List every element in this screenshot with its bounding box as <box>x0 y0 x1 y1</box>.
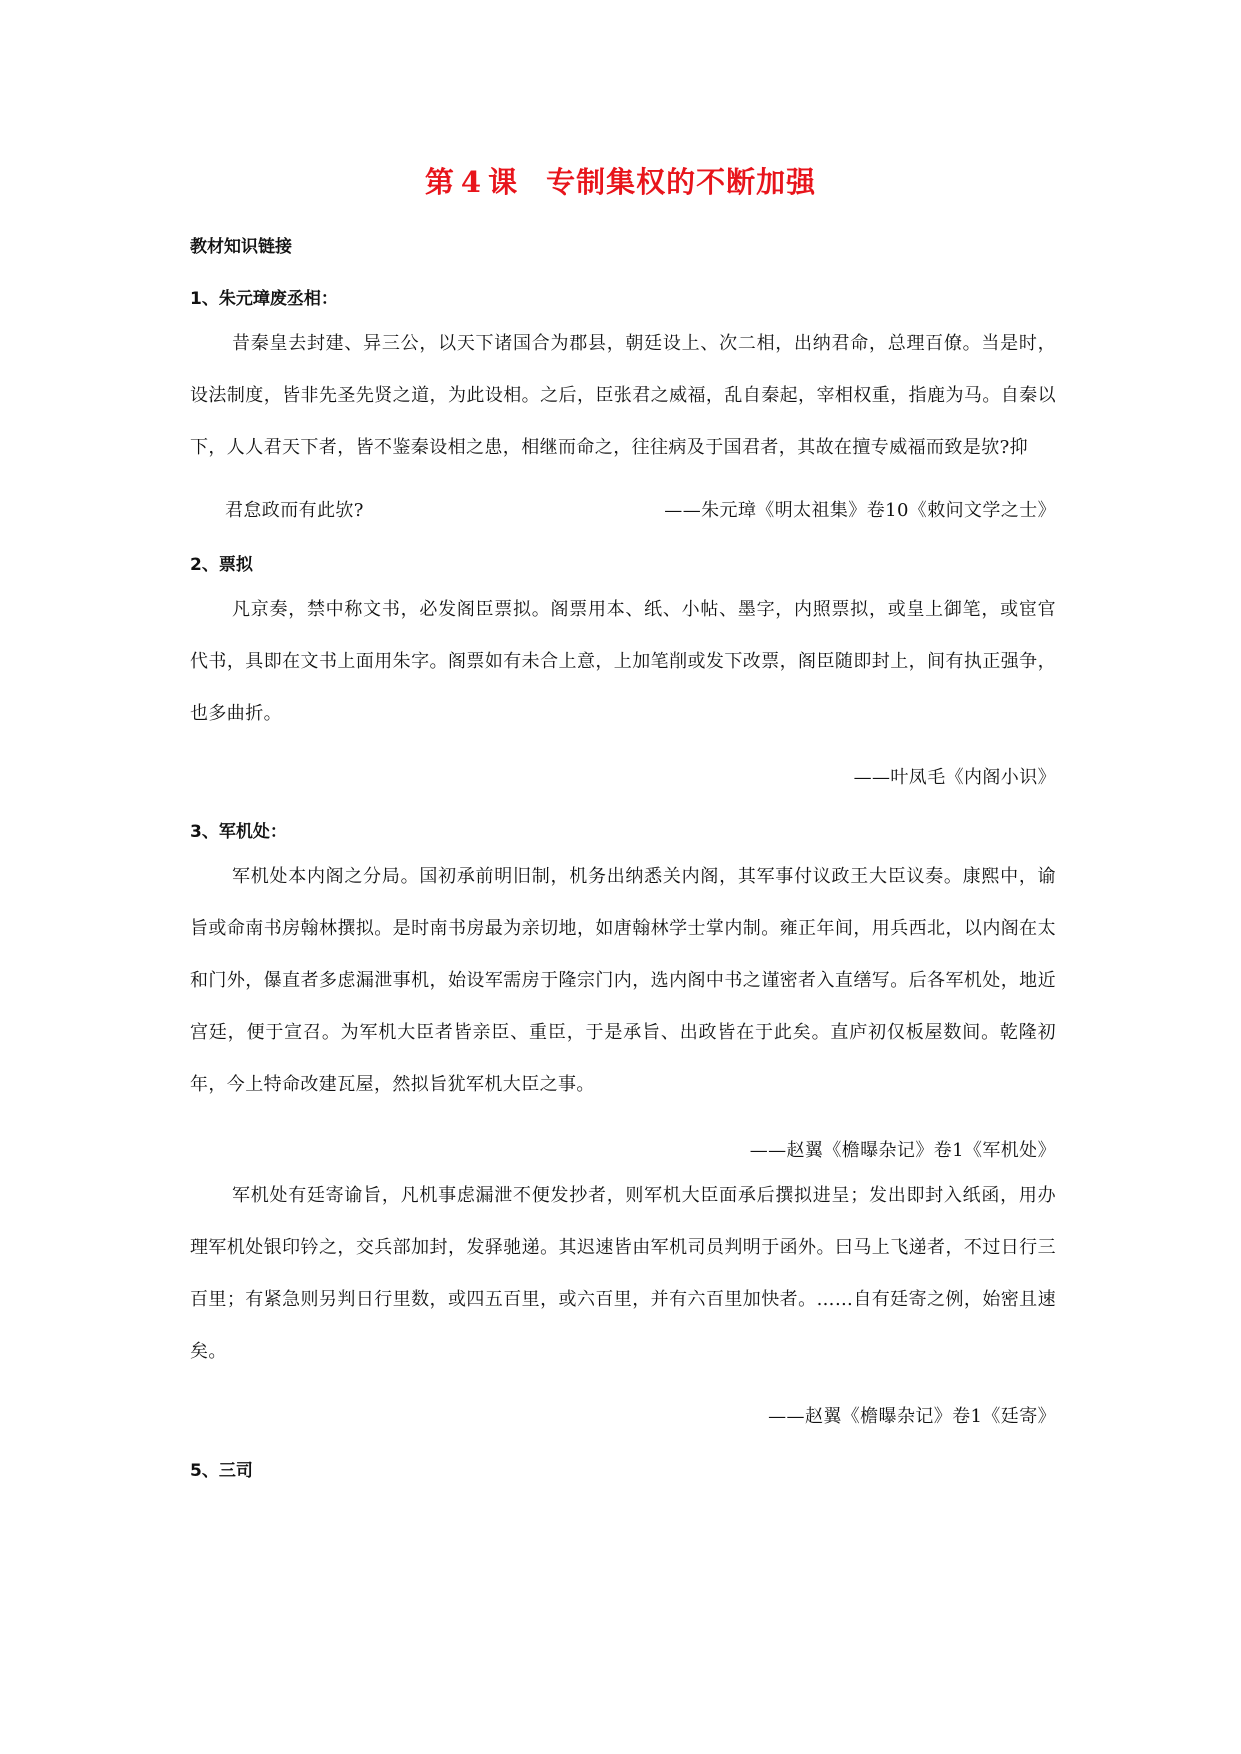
item-2-heading: 2、票拟 <box>190 555 253 575</box>
page-title <box>0 160 1241 201</box>
item-3-source-2: ——赵翼《檐曝杂记》卷1《廷寄》 <box>768 1406 1056 1427</box>
title-prefix: 第 <box>424 165 455 199</box>
title-main: 专制集权的不断加强 <box>546 165 817 199</box>
item-3-paragraph-1: 军机处本内阁之分局。国初承前明旧制，机务出纳悉关内阁，其军事付议政王大臣议奏。康熙中，谕旨或命南书房翰林撰拟。是时南书房最为亲切地，如唐翰林学士掌内制。雍正年间，用兵西北，以内阁在太和门外，儤直者多虑漏泄事机，始设军需房于隆宗门内，选内阁中书之谨密者入直缮写。后各军机处，地近宫廷，便于宣召。为军机大臣者皆亲臣、重臣，于是承旨、出政皆在于此矣。直庐初仅板屋数间。乾隆初年，今上特命改建瓦屋，然拟旨犹军机大臣之事。 <box>190 866 1056 1095</box>
title-lesson-number: 4 <box>460 165 483 199</box>
item-3-paragraph-2: 军机处有廷寄谕旨，凡机事虑漏泄不便发抄者，则军机大臣面承后撰拟进呈；发出即封入纸函，用办理军机处银印钤之，交兵部加封，发驿驰递。其迟速皆由军机司员判明于函外。曰马上飞递者，不过日行三百里；有紧急则另判日行里数，或四五百里，或六百里，并有六百里加快者。……自有廷寄之例，始密且速矣。 <box>190 1185 1056 1362</box>
title-suffix: 课 <box>488 165 519 199</box>
item-1-tail: 君怠政而有此欤? <box>225 500 364 521</box>
item-1-paragraph: 昔秦皇去封建、异三公，以天下诸国合为郡县，朝廷设上、次二相，出纳君命，总理百僚。当是时，设法制度，皆非先圣先贤之道，为此设相。之后，臣张君之威福，乱自秦起，宰相权重，指鹿为马。自秦以下，人人君天下者，皆不鉴秦设相之患，相继而命之，往往病及于国君者，其故在擅专威福而致是欤?抑 <box>190 333 1056 458</box>
item-2-source: ——叶凤毛《内阁小识》 <box>853 767 1056 788</box>
item-5-heading: 5、三司 <box>190 1461 253 1481</box>
item-1-heading: 1、朱元璋废丞相： <box>190 289 338 309</box>
item-1-source: ——朱元璋《明太祖集》卷10《敕问文学之士》 <box>664 500 1056 521</box>
item-3-source-1: ——赵翼《檐曝杂记》卷1《军机处》 <box>749 1140 1056 1161</box>
item-3-heading: 3、军机处： <box>190 822 287 842</box>
section-heading: 教材知识链接 <box>190 237 292 257</box>
item-2-paragraph: 凡京奏，禁中称文书，必发阁臣票拟。阁票用本、纸、小帖、墨字，内照票拟，或皇上御笔，或宦官代书，具即在文书上面用朱字。阁票如有未合上意，上加笔削或发下改票，阁臣随即封上，间有执正强争，也多曲折。 <box>190 599 1056 724</box>
